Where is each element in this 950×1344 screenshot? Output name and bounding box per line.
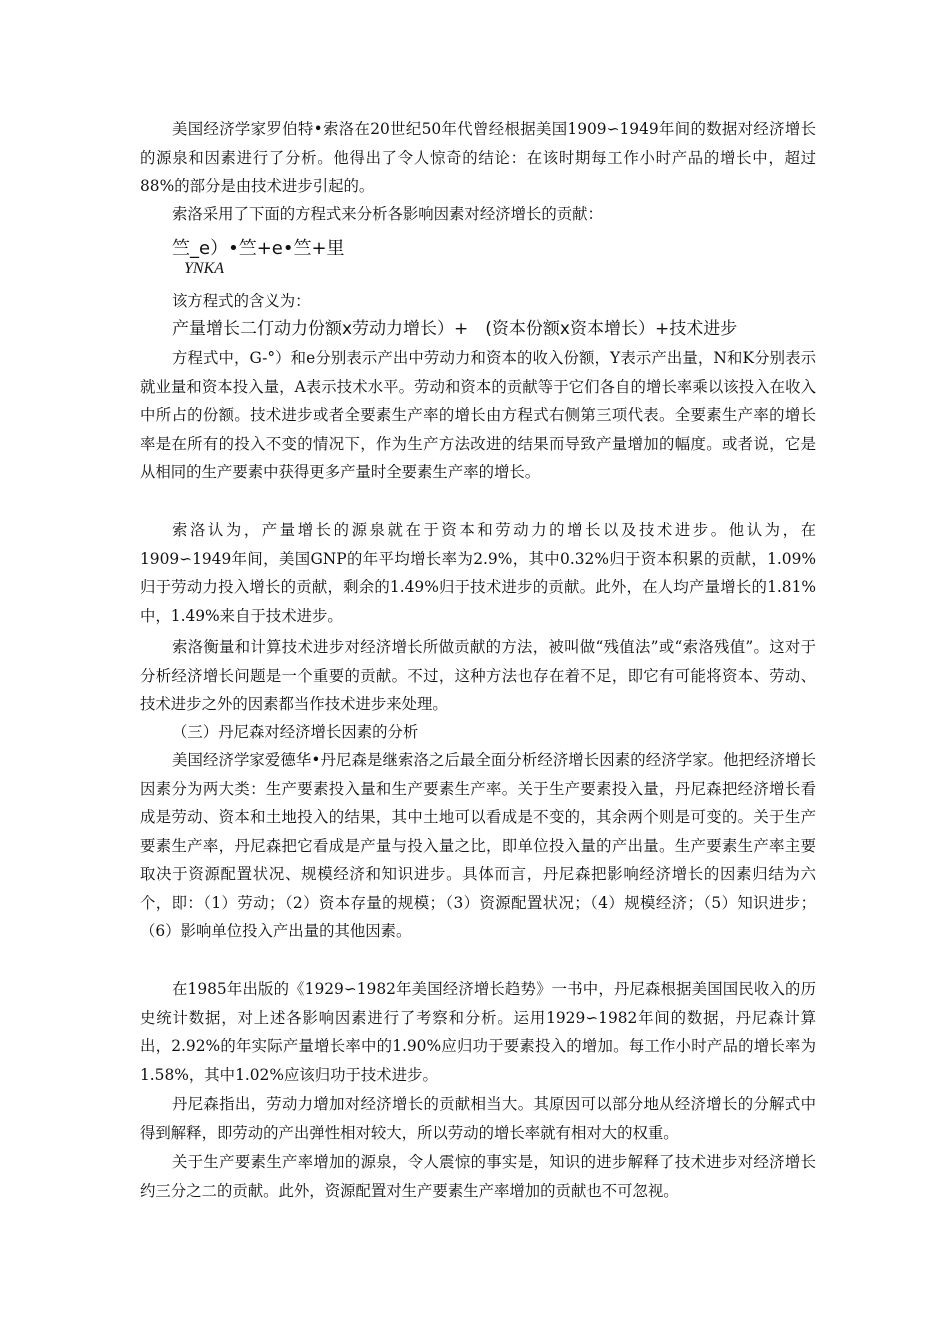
paragraph-equation-intro: 索洛采用了下面的方程式来分析各影响因素对经济增长的贡献： xyxy=(172,205,603,223)
equation-line: 竺_e）•竺+e•竺+里 xyxy=(172,238,345,259)
paragraph-solow-residual: 索洛衡量和计算技术进步对经济增长所做贡献的方法，被叫做“残值法”或“索洛残值”。这对于分析经济增长问题是一个重要的贡献。不过，这种方法也存在着不足，即它有可能将资本、劳动、技术进步之外的因素都当作技术进步来处理。 xyxy=(140,638,816,713)
section-heading-denison: （三）丹尼森对经济增长因素的分析 xyxy=(172,723,419,741)
paragraph-denison-book: 在1985年出版的《1929∽1982年美国经济增长趋势》一书中，丹尼森根据美国国民收入的历史统计数据，对上述各影响因素进行了考察和分析。运用1929∽1982年间的数据，丹尼森计算出，2.92%的年实际产量增长率中的1.90%应归功于要素投入的增加。每工作小时产品的增长率为1.58%，其中1.02%应该归功于技术进步。 xyxy=(140,980,816,1084)
paragraph-denison-factors: 美国经济学家爱德华•丹尼森是继索洛之后最全面分析经济增长因素的经济学家。他把经济增长因素分为两大类：生产要素投入量和生产要素生产率。关于生产要素投入量，丹尼森把经济增长看成是劳动、资本和土地投入的结果，其中土地可以看成是不变的，其余两个则是可变的。关于生产要素生产率，丹尼森把它看成是产量与投入量之比，即单位投入量的产出量。生产要素生产率主要取决于资源配置状况、规模经济和知识进步。具体而言，丹尼森把影响经济增长的因素归结为六个，即：（1）劳动；（2）资本存量的规模；（3）资源配置状况；（4）规模经济；（5）知识进步；（6）影响单位投入产出量的其他因素。 xyxy=(140,751,816,940)
paragraph-denison-knowledge: 关于生产要素生产率增加的源泉，令人震惊的事实是，知识的进步解释了技术进步对经济增长约三分之二的贡献。此外，资源配置对生产要素生产率增加的贡献也不可忽视。 xyxy=(140,1153,816,1200)
paragraph-equation-meaning: 该方程式的含义为： xyxy=(172,292,311,310)
paragraph-solow-intro: 美国经济学家罗伯特•索洛在20世纪50年代曾经根据美国1909∽1949年间的数据对经济增长的源泉和因素进行了分析。他得出了令人惊奇的结论：在该时期每工作小时产品的增长中，超过88%的部分是由技术进步引起的。 xyxy=(140,120,816,195)
formula-line: 产量增长二仃动力份额x劳动力增长）+ (资本份额x资本增长）+技术进步 xyxy=(172,319,738,339)
paragraph-solow-findings: 索洛认为，产量增长的源泉就在于资本和劳动力的增长以及技术进步。他认为，在1909∽1949年间，美国GNP的年平均增长率为2.9%，其中0.32%归于资本积累的贡献，1.09%归于劳动力投入增长的贡献，剩余的1.49%归于技术进步的贡献。此外，在人均产量增长的1.81%中，1.49%来自于技术进步。 xyxy=(140,521,816,625)
equation-subscript: YNKA xyxy=(184,260,225,277)
paragraph-denison-labor: 丹尼森指出，劳动力增加对经济增长的贡献相当大。其原因可以部分地从经济增长的分解式中得到解释，即劳动的产出弹性相对较大，所以劳动的增长率就有相对大的权重。 xyxy=(140,1095,816,1142)
paragraph-equation-explanation: 方程式中，G-°）和e分别表示产出中劳动力和资本的收入份额，Y表示产出量，N和K分别表示就业量和资本投入量，A表示技术水平。劳动和资本的贡献等于它们各自的增长率乘以该投入在收入中所占的份额。技术进步或者全要素生产率的增长由方程式右侧第三项代表。全要素生产率的增长率是在所有的投入不变的情况下，作为生产方法改进的结果而导致产量增加的幅度。或者说，它是从相同的生产要素中获得更多产量时全要素生产率的增长。 xyxy=(140,349,816,481)
